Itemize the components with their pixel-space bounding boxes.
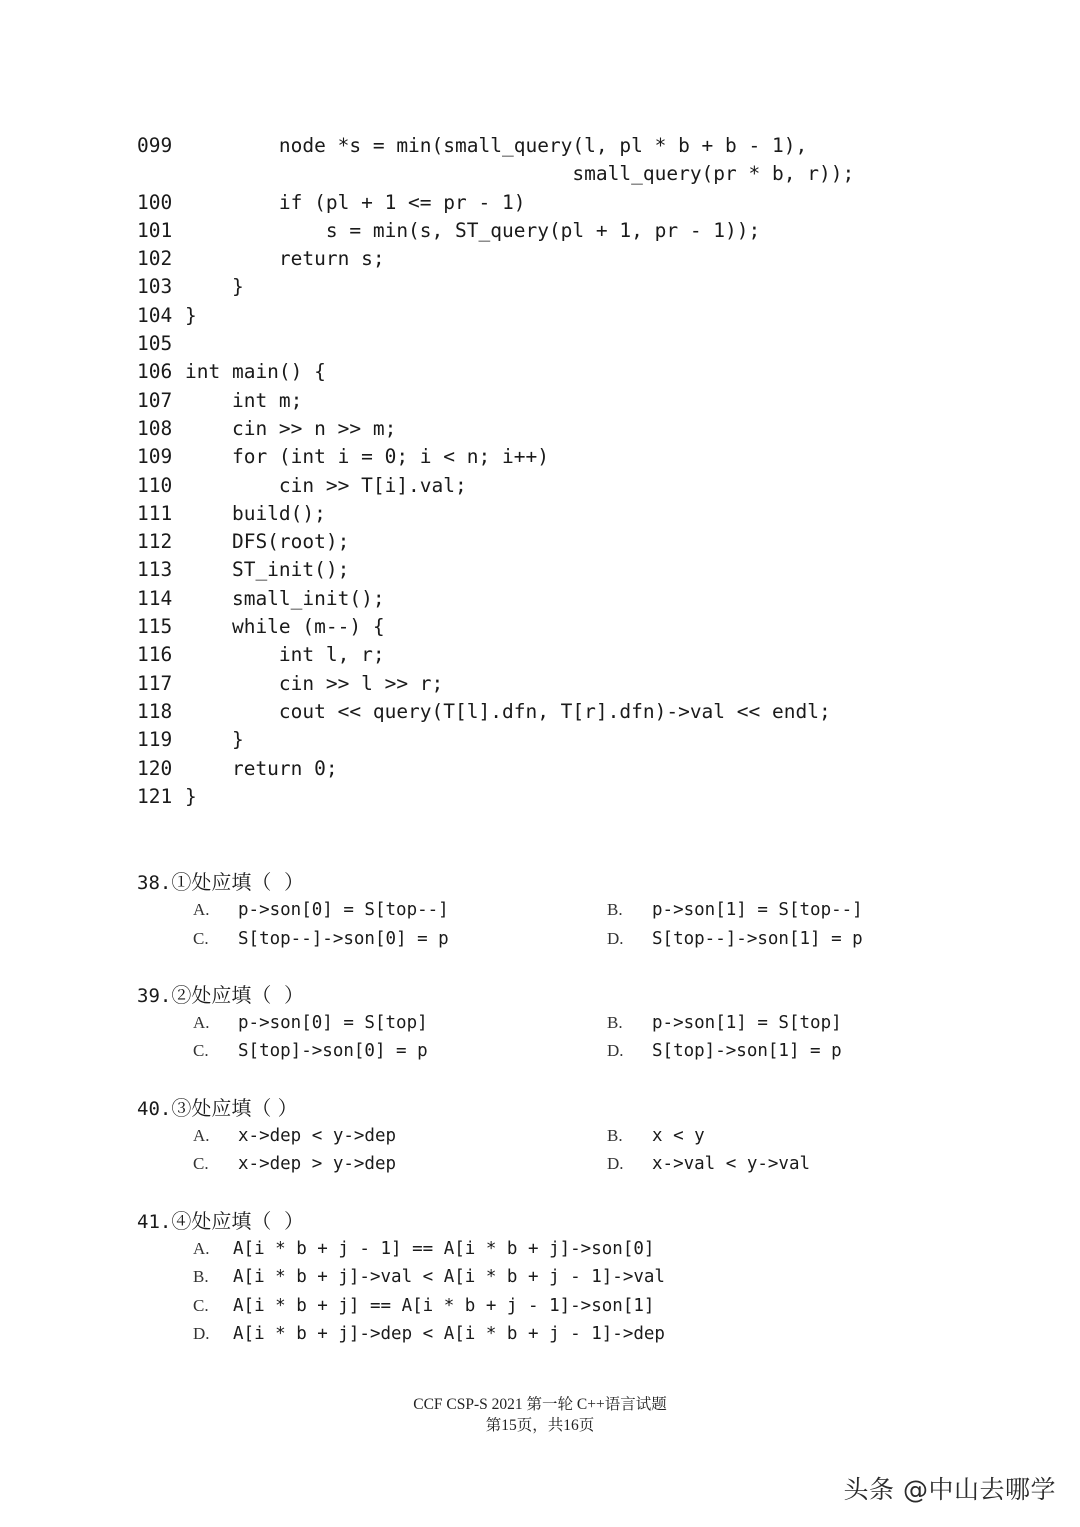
code-text: int main() { — [185, 360, 326, 384]
line-number: 107 — [137, 388, 173, 412]
question-40 — [137, 1094, 997, 1179]
code-line — [137, 500, 1037, 528]
option-text: S[top]->son[0] = p — [238, 1041, 428, 1062]
option-c — [193, 925, 449, 953]
option-letter: D. — [193, 1323, 210, 1343]
question-stem — [137, 868, 997, 896]
code-text: cin >> T[i].val; — [185, 473, 467, 497]
option-d — [607, 1037, 842, 1065]
code-text: return s; — [185, 247, 385, 271]
code-line — [137, 641, 1037, 669]
option-row — [137, 1009, 997, 1037]
option-letter: A. — [193, 1013, 210, 1033]
question-41 — [137, 1207, 997, 1348]
line-number: 109 — [137, 445, 173, 469]
option-b — [607, 896, 863, 924]
option-letter: B. — [193, 1267, 209, 1287]
code-line — [137, 160, 1037, 188]
option-c — [193, 1292, 654, 1320]
code-text: int l, r; — [185, 643, 385, 667]
option-letter: D. — [607, 1041, 624, 1061]
line-number: 115 — [137, 615, 173, 639]
option-b — [193, 1263, 665, 1291]
question-text: ②处应填（ ） — [171, 982, 305, 1007]
option-row — [137, 896, 997, 924]
code-line — [137, 273, 1037, 301]
option-letter: D. — [607, 928, 624, 948]
code-line — [137, 358, 1037, 386]
line-number: 101 — [137, 218, 173, 242]
option-text: S[top--]->son[0] = p — [238, 928, 449, 949]
code-line — [137, 132, 1037, 160]
question-text: ③处应填（ ） — [171, 1095, 298, 1120]
question-number: 39. — [137, 984, 172, 1007]
question-number: 40. — [137, 1097, 172, 1120]
exam-title: CCF CSP-S 2021 第一轮 C++语言试题 — [413, 1396, 667, 1413]
code-line — [137, 415, 1037, 443]
line-number: 112 — [137, 530, 173, 554]
option-text: p->son[0] = S[top--] — [238, 900, 449, 921]
question-stem — [137, 981, 997, 1009]
option-text: p->son[1] = S[top--] — [652, 900, 863, 921]
option-letter: A. — [193, 900, 210, 920]
option-text: A[i * b + j]->dep < A[i * b + j - 1]->dep — [233, 1323, 665, 1344]
line-number: 119 — [137, 728, 173, 752]
option-row — [137, 1037, 997, 1065]
code-text: } — [185, 728, 244, 752]
line-number: 102 — [137, 247, 173, 271]
option-row — [137, 1320, 997, 1348]
code-text: } — [185, 784, 197, 808]
code-text: while (m--) { — [185, 615, 385, 639]
option-text: x->dep > y->dep — [238, 1154, 397, 1175]
line-number: 108 — [137, 416, 173, 440]
code-line — [137, 217, 1037, 245]
line-number: 105 — [137, 332, 173, 356]
question-38 — [137, 868, 997, 953]
option-letter: D. — [607, 1154, 624, 1174]
code-text: ST_init(); — [185, 558, 350, 582]
question-number: 41. — [137, 1210, 172, 1233]
line-number: 110 — [137, 473, 173, 497]
code-text: small_init(); — [185, 586, 385, 610]
question-text: ④处应填（ ） — [171, 1208, 305, 1233]
code-text: DFS(root); — [185, 530, 350, 554]
line-number: 104 — [137, 303, 173, 327]
option-text: p->son[1] = S[top] — [652, 1013, 842, 1034]
code-line — [137, 585, 1037, 613]
code-line — [137, 726, 1037, 754]
page-number: 第15页，共16页 — [485, 1417, 595, 1434]
option-letter: A. — [193, 1238, 210, 1258]
option-text: A[i * b + j] == A[i * b + j - 1]->son[1] — [233, 1295, 655, 1316]
option-c — [193, 1037, 428, 1065]
option-text: S[top--]->son[1] = p — [652, 928, 863, 949]
option-d — [193, 1320, 665, 1348]
code-text: cin >> n >> m; — [185, 416, 397, 440]
code-line — [137, 387, 1037, 415]
line-number: 106 — [137, 360, 173, 384]
option-a — [193, 1122, 396, 1150]
option-letter: C. — [193, 1154, 209, 1174]
page-footer — [0, 1394, 1080, 1436]
option-row — [137, 1263, 997, 1291]
option-letter: C. — [193, 1295, 209, 1315]
question-stem — [137, 1094, 997, 1122]
code-line — [137, 698, 1037, 726]
line-number: 114 — [137, 586, 173, 610]
line-number: 116 — [137, 643, 173, 667]
line-number: 120 — [137, 756, 173, 780]
code-line — [137, 189, 1037, 217]
code-line — [137, 302, 1037, 330]
code-line — [137, 443, 1037, 471]
question-stem — [137, 1207, 997, 1235]
code-text: build(); — [185, 501, 326, 525]
question-list — [137, 868, 997, 1348]
code-text: int m; — [185, 388, 303, 412]
code-text: if (pl + 1 <= pr - 1) — [185, 190, 526, 214]
option-letter: C. — [193, 928, 209, 948]
line-number: 099 — [137, 134, 173, 157]
code-line — [137, 670, 1037, 698]
option-a — [193, 1235, 654, 1263]
option-row — [137, 925, 997, 953]
question-39 — [137, 981, 997, 1066]
option-text: x < y — [652, 1126, 705, 1147]
option-letter: A. — [193, 1126, 210, 1146]
code-text: for (int i = 0; i < n; i++) — [185, 445, 549, 469]
option-c — [193, 1150, 396, 1178]
option-text: A[i * b + j - 1] == A[i * b + j]->son[0] — [233, 1238, 655, 1259]
code-line — [137, 755, 1037, 783]
line-number: 111 — [137, 501, 173, 525]
code-text: } — [185, 275, 244, 299]
option-a — [193, 1009, 428, 1037]
code-text: small_query(pr * b, r)); — [185, 162, 855, 186]
code-line — [137, 783, 1037, 811]
option-text: p->son[0] = S[top] — [238, 1013, 428, 1034]
code-listing — [137, 132, 1037, 811]
option-letter: B. — [607, 1126, 623, 1146]
code-line — [137, 613, 1037, 641]
option-text: S[top]->son[1] = p — [652, 1041, 842, 1062]
code-line — [137, 472, 1037, 500]
line-number: 103 — [137, 275, 173, 299]
code-line — [137, 556, 1037, 584]
option-letter: C. — [193, 1041, 209, 1061]
code-line — [137, 245, 1037, 273]
code-line — [137, 528, 1037, 556]
code-text: cin >> l >> r; — [185, 671, 444, 695]
line-number: 118 — [137, 699, 173, 723]
option-text: x->val < y->val — [652, 1154, 811, 1175]
option-b — [607, 1122, 705, 1150]
code-line — [137, 330, 1037, 358]
option-letter: B. — [607, 1013, 623, 1033]
question-text: ①处应填（ ） — [171, 870, 305, 894]
code-text: node *s = min(small_query(l, pl * b + b - 1), — [185, 134, 808, 157]
option-a — [193, 896, 449, 924]
option-text: x->dep < y->dep — [238, 1126, 397, 1147]
option-row — [137, 1292, 997, 1320]
line-number: 100 — [137, 190, 173, 214]
option-d — [607, 925, 863, 953]
code-text: } — [185, 303, 197, 327]
line-number: 117 — [137, 671, 173, 695]
option-d — [607, 1150, 810, 1178]
watermark: 头条 @中山去哪学 — [843, 1475, 1056, 1504]
option-text: A[i * b + j]->val < A[i * b + j - 1]->val — [233, 1267, 665, 1288]
code-text: cout << query(T[l].dfn, T[r].dfn)->val << endl; — [185, 699, 831, 723]
option-row — [137, 1150, 997, 1178]
option-b — [607, 1009, 842, 1037]
question-number: 38. — [137, 872, 172, 894]
code-text: return 0; — [185, 756, 338, 780]
option-row — [137, 1122, 997, 1150]
code-text: s = min(s, ST_query(pl + 1, pr - 1)); — [185, 218, 761, 242]
option-row — [137, 1235, 997, 1263]
option-letter: B. — [607, 900, 623, 920]
line-number: 121 — [137, 784, 173, 808]
line-number: 113 — [137, 558, 173, 582]
